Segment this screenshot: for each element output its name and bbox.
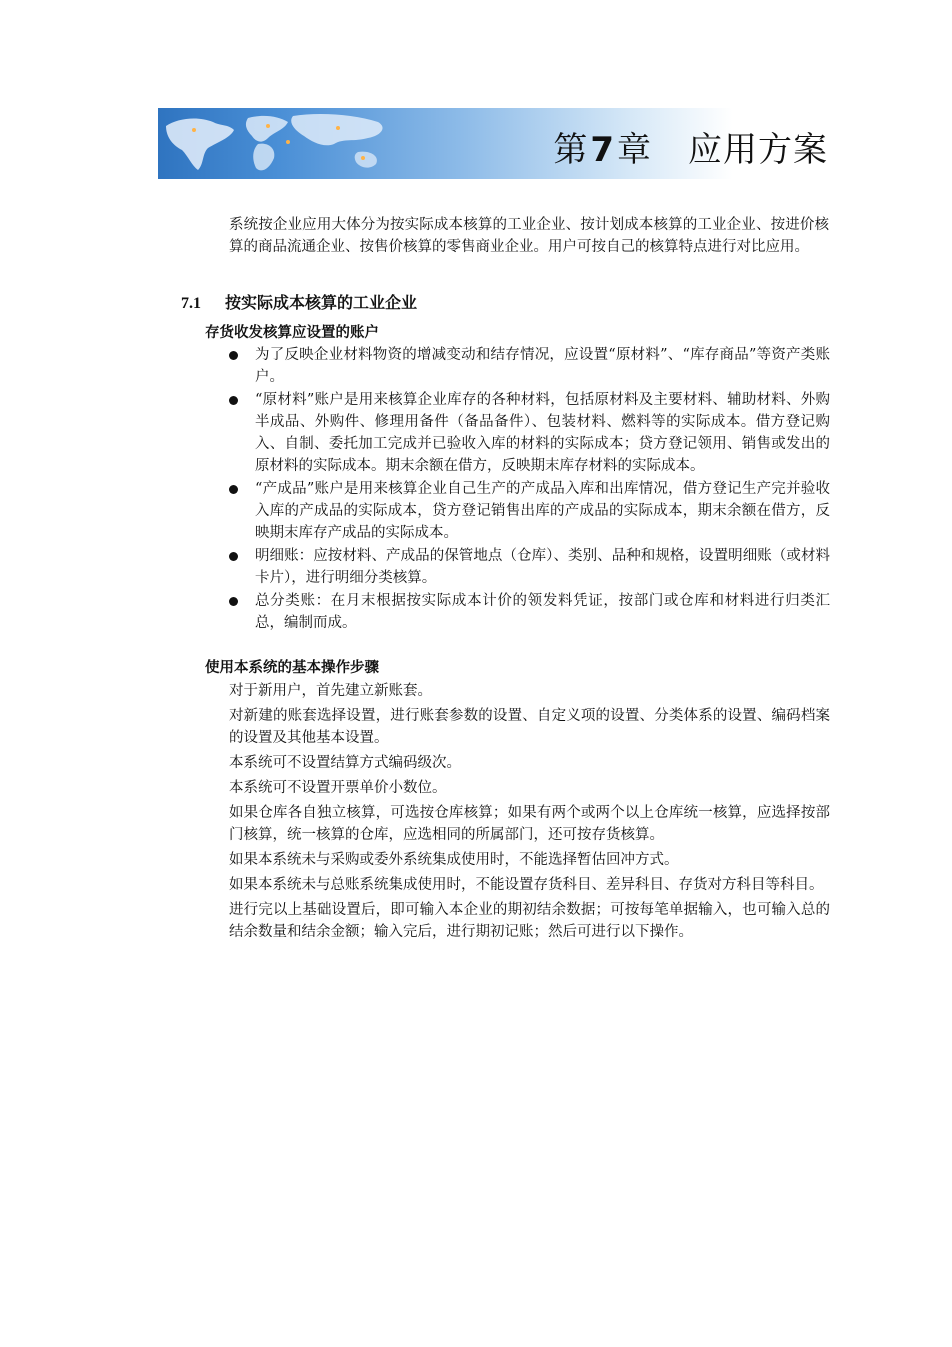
section-title: 按实际成本核算的工业企业	[225, 293, 418, 312]
chapter-name: 应用方案	[688, 130, 828, 170]
subsection-heading-accounts: 存货收发核算应设置的账户	[205, 325, 379, 341]
chapter-title	[553, 122, 828, 171]
list-item-text: 总分类账：在月末根据按实际成本计价的领发料凭证，按部门或仓库和材料进行归类汇总，编制而成。	[255, 593, 830, 631]
step-paragraph: 本系统可不设置结算方式编码级次。	[229, 755, 461, 771]
step-paragraph: 本系统可不设置开票单价小数位。	[229, 780, 447, 796]
chapter-number: 7	[590, 130, 615, 170]
list-item-text: 明细账：应按材料、产成品的保管地点（仓库）、类别、品种和规格，设置明细账（或材料卡片），进行明细分类核算。	[255, 548, 830, 586]
list-item-text: “产成品”账户是用来核算企业自己生产的产成品入库和出库情况，借方登记生产完并验收入库的产成品的实际成本，贷方登记销售出库的产成品的实际成本，期末余额在借方，反映期末库存产成品的实际成本。	[255, 481, 830, 541]
list-item	[229, 545, 830, 589]
step-paragraph: 如果本系统未与总账系统集成使用时，不能设置存货科目、差异科目、存货对方科目等科目。	[229, 877, 824, 893]
bullet-icon	[229, 351, 238, 360]
step-paragraph: 如果仓库各自独立核算，可选按仓库核算；如果有两个或两个以上仓库统一核算，应选择按部门核算，统一核算的仓库，应选相同的所属部门，还可按存货核算。	[229, 805, 830, 843]
section-number: 7.1	[181, 295, 201, 312]
list-item	[229, 590, 830, 634]
list-item	[229, 478, 830, 544]
list-item-text: “原材料”账户是用来核算企业库存的各种材料，包括原材料及主要材料、辅助材料、外购半成品、外购件、修理用备件（备品备件）、包装材料、燃料等的实际成本。借方登记购入、自制、委托加工完成并已验收入库的材料的实际成本；贷方登记领用、销售或发出的原材料的实际成本。期末余额在借方，反映期末库存材料的实际成本。	[255, 392, 830, 474]
bullet-icon	[229, 552, 238, 561]
chapter-suffix: 章	[617, 130, 652, 170]
list-item	[229, 344, 830, 388]
bullet-icon	[229, 597, 238, 606]
step-paragraph: 对于新用户，首先建立新账套。	[229, 683, 432, 699]
step-paragraph: 如果本系统未与采购或委外系统集成使用时，不能选择暂估回冲方式。	[229, 852, 679, 868]
steps-paragraphs	[229, 680, 830, 946]
bullet-icon	[229, 396, 238, 405]
step-paragraph: 对新建的账套选择设置，进行账套参数的设置、自定义项的设置、分类体系的设置、编码档案的设置及其他基本设置。	[229, 708, 830, 746]
bullet-icon	[229, 485, 238, 494]
step-paragraph: 进行完以上基础设置后，即可输入本企业的期初结余数据；可按每笔单据输入，也可输入总的结余数量和结余金额；输入完后，进行期初记账；然后可进行以下操作。	[229, 902, 830, 940]
chapter-banner	[158, 108, 834, 179]
list-item-text: 为了反映企业材料物资的增减变动和结存情况，应设置“原材料”、“库存商品”等资产类账户。	[255, 347, 830, 385]
world-map-graphic	[158, 108, 458, 179]
intro-paragraph: 系统按企业应用大体分为按实际成本核算的工业企业、按计划成本核算的工业企业、按进价核算的商品流通企业、按售价核算的零售商业企业。用户可按自己的核算特点进行对比应用。	[229, 217, 829, 255]
section-heading	[181, 290, 417, 313]
list-item	[229, 389, 830, 477]
accounts-bullet-list	[229, 344, 830, 635]
subsection-heading-steps: 使用本系统的基本操作步骤	[205, 660, 379, 676]
chapter-prefix: 第	[553, 130, 589, 170]
